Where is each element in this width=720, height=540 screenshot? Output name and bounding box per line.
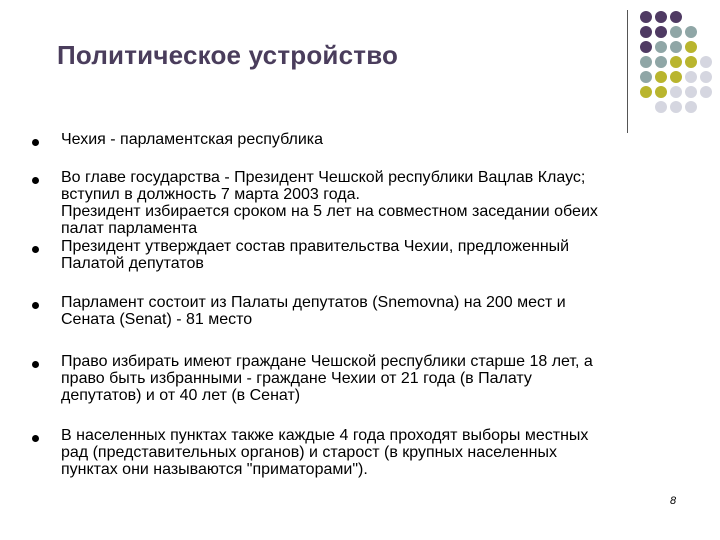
bullet-line: рад (представительных органов) и старост (в крупных населенных <box>61 444 557 461</box>
bullet-line: Во главе государства - Президент Чешской республики Вацлав Клаус; <box>61 169 586 186</box>
bullet-line: Сената (Senat) - 81 место <box>61 311 253 328</box>
bullet-line: депутатов) и от 40 лет (в Сенат) <box>61 387 301 404</box>
bullet-line: вступил в должность 7 марта 2003 года. <box>61 186 360 203</box>
bullet-line: Президент утверждает состав правительства Чехии, предложенный <box>61 238 570 255</box>
bullet-line: палат парламента <box>61 220 198 237</box>
slide-title: Политическое устройство <box>57 40 399 70</box>
bullet-line: Чехия - парламентская республика <box>61 131 324 148</box>
bullet-line: В населенных пунктах также каждые 4 года проходят выборы местных <box>61 427 589 444</box>
bullet-marker <box>32 361 39 368</box>
bullet-line: Право избирать имеют граждане Чешской республики старше 18 лет, а <box>61 353 593 370</box>
bullet-line: Палатой депутатов <box>61 255 204 272</box>
page-number: 8 <box>670 495 677 507</box>
bullet-line: право быть избранными - граждане Чехии от 21 года (в Палату <box>61 370 532 387</box>
bullet-marker <box>32 177 39 184</box>
bullet-line: Парламент состоит из Палаты депутатов (Snemovna) на 200 мест и <box>61 294 566 311</box>
bullet-line: Президент избирается сроком на 5 лет на совместном заседании обеих <box>61 203 598 220</box>
bullet-line: пунктах они называются "приматорами"). <box>61 461 368 478</box>
bullet-marker <box>32 435 39 442</box>
bullet-marker <box>32 246 39 253</box>
bullet-marker <box>32 302 39 309</box>
bullet-marker <box>32 139 39 146</box>
